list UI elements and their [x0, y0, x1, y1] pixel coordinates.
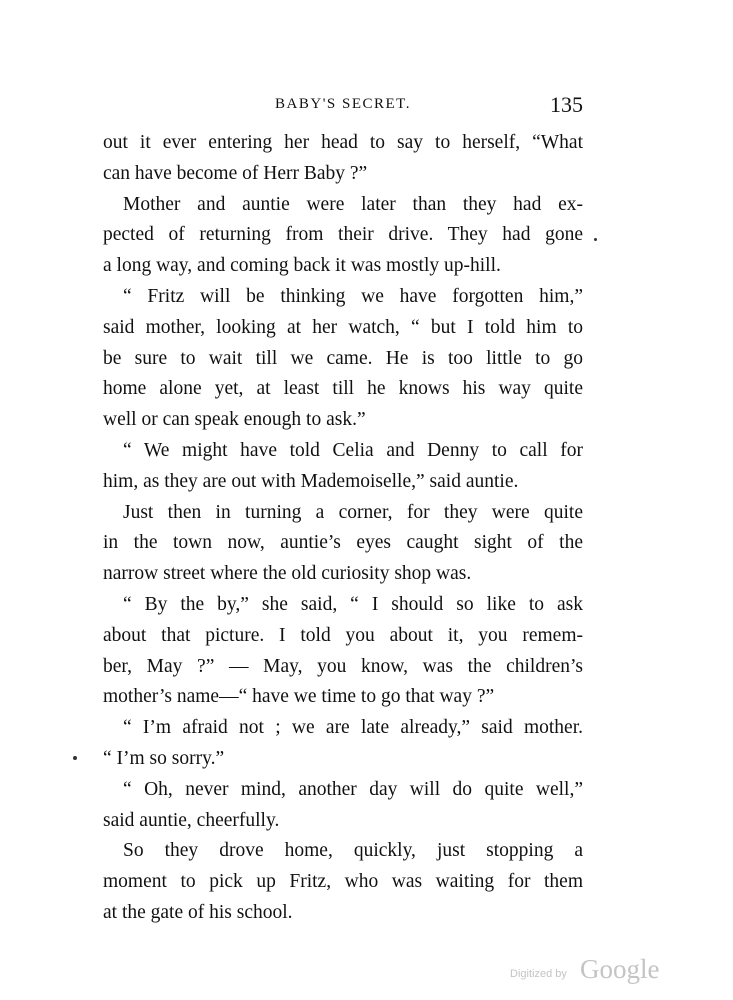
text-line: home alone yet, at least till he knows his way quite	[103, 378, 583, 400]
text-line: in the town now, auntie’s eyes caught sight of the	[103, 532, 583, 554]
text-line: out it ever entering her head to say to herself, “What	[103, 132, 583, 153]
text-line: narrow street where the old curiosity shop was.	[103, 563, 472, 585]
text-line: him, as they are out with Mademoiselle,” said auntie.	[103, 470, 519, 492]
text-line: said auntie, cheerfully.	[103, 809, 280, 831]
text-line: So they drove home, quickly, just stopping a	[123, 840, 583, 862]
body-text	[103, 128, 583, 929]
text-line: Just then in turning a corner, for they were quite	[123, 501, 583, 523]
text-line: Mother and auntie were later than they had ex-	[123, 193, 583, 215]
text-line: “ I’m so sorry.”	[103, 747, 225, 769]
text-line: said mother, looking at her watch, “ but I told him to	[103, 316, 583, 338]
running-title: BABY'S SECRET.	[275, 96, 411, 112]
text-line: at the gate of his school.	[103, 901, 293, 923]
text-line: “ Oh, never mind, another day will do quite well,”	[123, 778, 583, 800]
text-line: moment to pick up Fritz, who was waiting for them	[103, 871, 583, 893]
text-line: “ Fritz will be thinking we have forgotten him,”	[123, 285, 583, 307]
text-line: well or can speak enough to ask.”	[103, 409, 366, 431]
running-header	[103, 92, 583, 118]
text-line: mother’s name—“ have we time to go that way ?”	[103, 686, 495, 708]
text-line: can have become of Herr Baby ?”	[103, 162, 368, 184]
digitized-watermark	[510, 954, 670, 988]
google-logo: Google	[580, 954, 660, 984]
text-line: about that picture. I told you about it, you remem-	[103, 624, 583, 646]
text-line: “ I’m afraid not ; we are late already,” said mother.	[123, 717, 583, 739]
text-line: a long way, and coming back it was mostly up-hill.	[103, 255, 501, 277]
text-line: “ By the by,” she said, “ I should so like to ask	[123, 593, 583, 615]
scan-speck	[594, 238, 597, 241]
digitized-by-label: Digitized by	[510, 968, 567, 980]
text-line: ber, May ?” — May, you know, was the children’s	[103, 655, 583, 677]
text-line: pected of returning from their drive. They had gone	[103, 224, 583, 246]
text-line: be sure to wait till we came. He is too little to go	[103, 347, 583, 369]
text-line: “ We might have told Celia and Denny to call for	[123, 439, 583, 461]
page-number: 135	[550, 92, 583, 117]
scan-speck	[73, 756, 77, 760]
